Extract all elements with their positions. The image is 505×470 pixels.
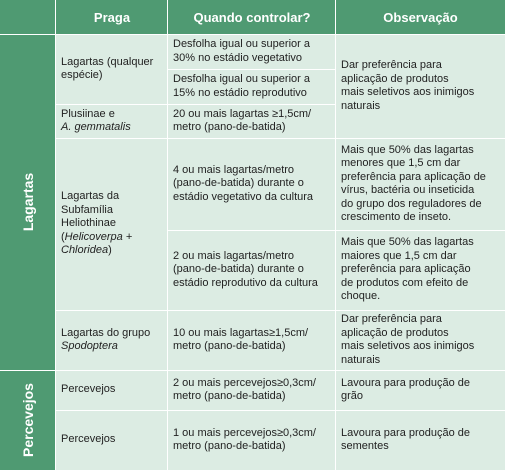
group-percevejos [0,370,56,470]
group-lagartas [0,34,56,370]
divider [0,34,505,35]
obs-heliothinae-maiores: Mais que 50% das lagartas maiores que 1,5 cm dar preferência para aplicação de produtos com efeito de choque. [336,230,505,310]
quando-spodoptera: 10 ou mais lagartas≥1,5cm/ metro (pano-de-batida) [168,310,336,370]
divider [56,138,505,139]
obs-percevejos-sementes: Lavoura para produção de sementes [336,410,505,470]
quando-desfolha-reprodutivo: Desfolha igual ou superior a 15% no estádio reprodutivo [168,69,336,104]
header-corner [0,0,56,34]
divider [56,310,505,311]
praga-plusiinae: Plusiinae e A. gemmatalis [56,104,168,138]
divider [55,0,56,470]
praga-spodoptera: Lagartas do grupo Spodoptera [56,310,168,370]
obs-spodoptera: Dar preferência para aplicação de produtos mais seletivos aos inimigos naturais [336,310,505,370]
praga-heliothinae: Lagartas da Subfamília Heliothinae (Helicoverpa + Chloridea) [56,138,168,310]
divider [168,230,505,231]
quando-percevejos-grao: 2 ou mais percevejos≥0,3cm/ metro (pano-de-batida) [168,370,336,410]
group-percevejos-label: Percevejos [20,383,37,457]
quando-heliothinae-reprodutivo: 2 ou mais lagartas/metro (pano-de-batida) durante o estádio reprodutivo da cultura [168,230,336,310]
obs-percevejos-grao: Lavoura para produção de grão [336,370,505,410]
divider [0,370,505,371]
obs-seletivos-1: Dar preferência para aplicação de produtos mais seletivos aos inimigos naturais [336,34,505,138]
quando-desfolha-vegetativo: Desfolha igual ou superior a 30% no estádio vegetativo [168,34,336,69]
header-quando-controlar: Quando controlar? [168,0,336,34]
quando-plusiinae: 20 ou mais lagartas ≥1,5cm/ metro (pano-de-batida) [168,104,336,138]
divider [335,0,336,470]
divider [56,410,505,411]
header-praga: Praga [56,0,168,34]
divider [56,104,336,105]
praga-percevejos-grao: Percevejos [56,370,168,410]
praga-percevejos-sementes: Percevejos [56,410,168,470]
quando-percevejos-sementes: 1 ou mais percevejos≥0,3cm/ metro (pano-de-batida) [168,410,336,470]
obs-heliothinae-menores: Mais que 50% das lagartas menores que 1,5 cm dar preferência para aplicação de vírus, bactéria ou inseticida do grupo dos reguladores de crescimento de inseto. [336,138,505,230]
divider [167,0,168,470]
praga-lagartas-qualquer: Lagartas (qualquer espécie) [56,34,168,104]
header-observacao: Observação [336,0,505,34]
group-lagartas-label: Lagartas [20,172,37,232]
quando-heliothinae-vegetativo: 4 ou mais lagartas/metro (pano-de-batida) durante o estádio vegetativo da cultura [168,138,336,230]
divider [168,69,336,70]
